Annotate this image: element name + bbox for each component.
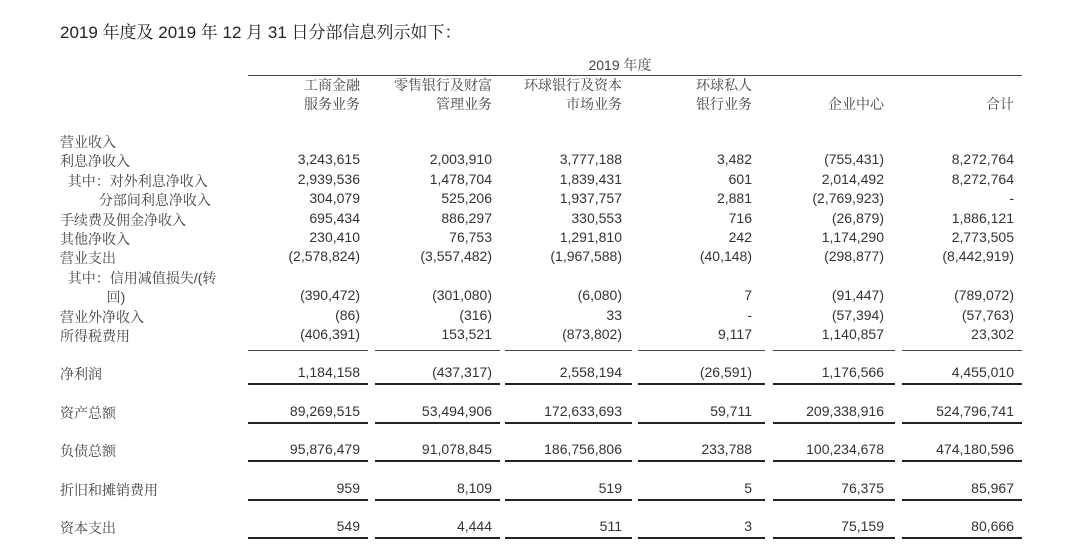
column-header: 零售银行及财富: [394, 77, 492, 93]
cell-value: (390,472): [300, 287, 360, 304]
cell-value: (755,431): [824, 151, 884, 168]
cell-value: (57,394): [831, 306, 884, 323]
double-rule: [902, 498, 1022, 501]
cell-value: 242: [728, 229, 752, 245]
total-label: 资本支出: [60, 520, 116, 536]
column-header: 管理业务: [436, 96, 492, 112]
page-title: 2019 年度及 2019 年 12 月 31 日分部信息列示如下：: [60, 23, 462, 42]
double-rule: [902, 536, 1022, 539]
double-rule: [248, 382, 368, 385]
total-value: 511: [599, 518, 622, 534]
cell-value: (298,877): [824, 248, 884, 265]
total-value: 524,796,741: [936, 402, 1014, 419]
column-header: 企业中心: [828, 96, 884, 112]
double-rule: [505, 459, 632, 462]
total-value: 8,109: [456, 479, 492, 496]
cell-value: 1,478,704: [429, 170, 492, 187]
subtotal-rule: [638, 350, 765, 351]
cell-value: (86): [335, 306, 360, 323]
column-header: 服务业务: [304, 96, 360, 112]
row-label: 营业收入: [60, 134, 116, 150]
total-value: 91,078,845: [421, 441, 492, 457]
double-rule: [375, 382, 500, 385]
double-rule: [505, 498, 632, 501]
cell-value: (301,080): [432, 287, 492, 304]
cell-value: 1,291,810: [559, 229, 622, 245]
cell-value: 9,117: [718, 326, 752, 342]
column-header: 银行业务: [696, 96, 752, 112]
total-value: 172,633,693: [544, 402, 622, 419]
cell-value: (2,769,923): [812, 190, 884, 207]
subtotal-rule: [248, 350, 368, 351]
total-value: 76,375: [841, 479, 884, 496]
cell-value: 330,553: [571, 209, 622, 226]
cell-value: 1,174,290: [821, 229, 884, 245]
double-rule: [773, 382, 895, 385]
double-rule: [248, 459, 368, 462]
cell-value: 1,140,857: [821, 326, 884, 342]
double-rule: [248, 498, 368, 501]
column-header: 市场业务: [566, 96, 622, 112]
cell-value: (26,879): [831, 209, 884, 226]
row-label: 利息净收入: [60, 153, 130, 170]
cell-value: (57,763): [961, 306, 1014, 323]
double-rule: [505, 382, 632, 385]
double-rule: [902, 459, 1022, 462]
double-rule: [375, 459, 500, 462]
row-label: 所得税费用: [60, 328, 130, 344]
cell-value: -: [747, 306, 752, 323]
cell-value: 1,937,757: [559, 190, 622, 207]
cell-value: (316): [459, 306, 492, 323]
double-rule: [638, 421, 765, 424]
double-rule: [902, 382, 1022, 385]
total-value: 5: [744, 479, 752, 496]
cell-value: 304,079: [309, 190, 360, 207]
cell-value: 23,302: [971, 326, 1014, 342]
cell-value: 7: [744, 287, 752, 304]
double-rule: [773, 536, 895, 539]
total-value: 474,180,596: [936, 441, 1014, 457]
cell-value: 2,939,536: [297, 170, 360, 187]
row-label: 营业外净收入: [60, 308, 144, 325]
cell-value: 1,839,431: [559, 170, 622, 187]
total-value: 1,176,566: [821, 364, 884, 380]
cell-value: 230,410: [309, 229, 360, 245]
cell-value: 3,777,188: [559, 151, 622, 168]
double-rule: [375, 498, 500, 501]
double-rule: [638, 498, 765, 501]
double-rule: [248, 536, 368, 539]
total-value: 4,444: [456, 518, 492, 534]
cell-value: (3,557,482): [420, 248, 492, 265]
cell-value: (2,578,824): [288, 248, 360, 265]
total-value: 80,666: [971, 518, 1014, 534]
cell-value: (406,391): [300, 326, 360, 342]
double-rule: [375, 421, 500, 424]
row-label: 营业支出: [60, 250, 116, 267]
cell-value: (789,072): [954, 287, 1014, 304]
total-value: 1,184,158: [297, 364, 360, 380]
total-value: 3: [744, 518, 752, 534]
total-label: 资产总额: [60, 404, 116, 421]
total-value: 95,876,479: [289, 441, 360, 457]
total-label: 负债总额: [60, 443, 116, 459]
row-label: 其他净收入: [60, 231, 130, 247]
cell-value: 601: [728, 170, 752, 187]
cell-value: 525,206: [441, 190, 492, 207]
cell-value: (1,967,588): [550, 248, 622, 265]
cell-value: 153,521: [441, 326, 492, 342]
double-rule: [902, 421, 1022, 424]
cell-value: 33: [606, 306, 622, 323]
column-header: 环球银行及资本: [524, 77, 622, 93]
cell-value: 886,297: [441, 209, 492, 226]
row-label: 分部间利息净收入: [60, 192, 211, 209]
total-value: 59,711: [710, 402, 752, 419]
total-value: 100,234,678: [806, 441, 884, 457]
total-value: (26,591): [699, 364, 752, 380]
row-label: 其中：对外利息净收入: [60, 172, 208, 189]
row-label: 其中：信用减值损失/(转: [60, 269, 217, 286]
cell-value: 2,881: [716, 190, 752, 207]
total-value: 233,788: [701, 441, 752, 457]
cell-value: 2,003,910: [429, 151, 492, 168]
double-rule: [773, 421, 895, 424]
cell-value: 2,014,492: [821, 170, 884, 187]
double-rule: [505, 421, 632, 424]
cell-value: 8,272,764: [951, 151, 1014, 168]
cell-value: (8,442,919): [942, 248, 1014, 265]
total-value: 549: [336, 518, 360, 534]
total-value: 2,558,194: [559, 364, 622, 380]
double-rule: [248, 421, 368, 424]
total-value: (437,317): [432, 364, 492, 380]
double-rule: [773, 498, 895, 501]
double-rule: [773, 459, 895, 462]
cell-value: 695,434: [309, 209, 360, 226]
cell-value: -: [1009, 190, 1014, 207]
total-value: 89,269,515: [289, 402, 360, 419]
total-label: 净利润: [60, 366, 102, 382]
double-rule: [638, 536, 765, 539]
double-rule: [638, 459, 765, 462]
total-value: 85,967: [971, 479, 1014, 496]
double-rule: [638, 382, 765, 385]
cell-value: (873,802): [562, 326, 622, 342]
cell-value: 2,773,505: [951, 229, 1014, 245]
cell-value: (6,080): [577, 287, 622, 304]
cell-value: 3,243,615: [297, 151, 360, 168]
double-rule: [375, 536, 500, 539]
total-value: 186,756,806: [544, 441, 622, 457]
cell-value: 1,886,121: [951, 209, 1014, 226]
subtotal-rule: [773, 350, 895, 351]
cell-value: (40,148): [699, 248, 752, 265]
total-label: 折旧和摊销费用: [60, 481, 158, 498]
total-value: 75,159: [841, 518, 884, 534]
cell-value: 8,272,764: [951, 170, 1014, 187]
cell-value: 3,482: [716, 151, 752, 168]
subtotal-rule: [375, 350, 500, 351]
double-rule: [505, 536, 632, 539]
column-header: 合计: [986, 96, 1014, 112]
row-label: 手续费及佣金净收入: [60, 211, 186, 228]
column-header: 环球私人: [696, 77, 752, 93]
cell-value: 76,753: [449, 229, 492, 245]
total-value: 519: [598, 479, 622, 496]
period-header: 2019 年度: [588, 57, 652, 73]
cell-value: (91,447): [831, 287, 884, 304]
total-value: 53,494,906: [421, 402, 492, 419]
column-header: 工商金融: [304, 77, 360, 93]
cell-value: 716: [728, 209, 752, 226]
total-value: 209,338,916: [806, 402, 884, 419]
subtotal-rule: [902, 350, 1022, 351]
subtotal-rule: [505, 350, 632, 351]
total-value: 959: [336, 479, 360, 496]
total-value: 4,455,010: [951, 364, 1014, 380]
row-label: 回): [60, 289, 126, 306]
